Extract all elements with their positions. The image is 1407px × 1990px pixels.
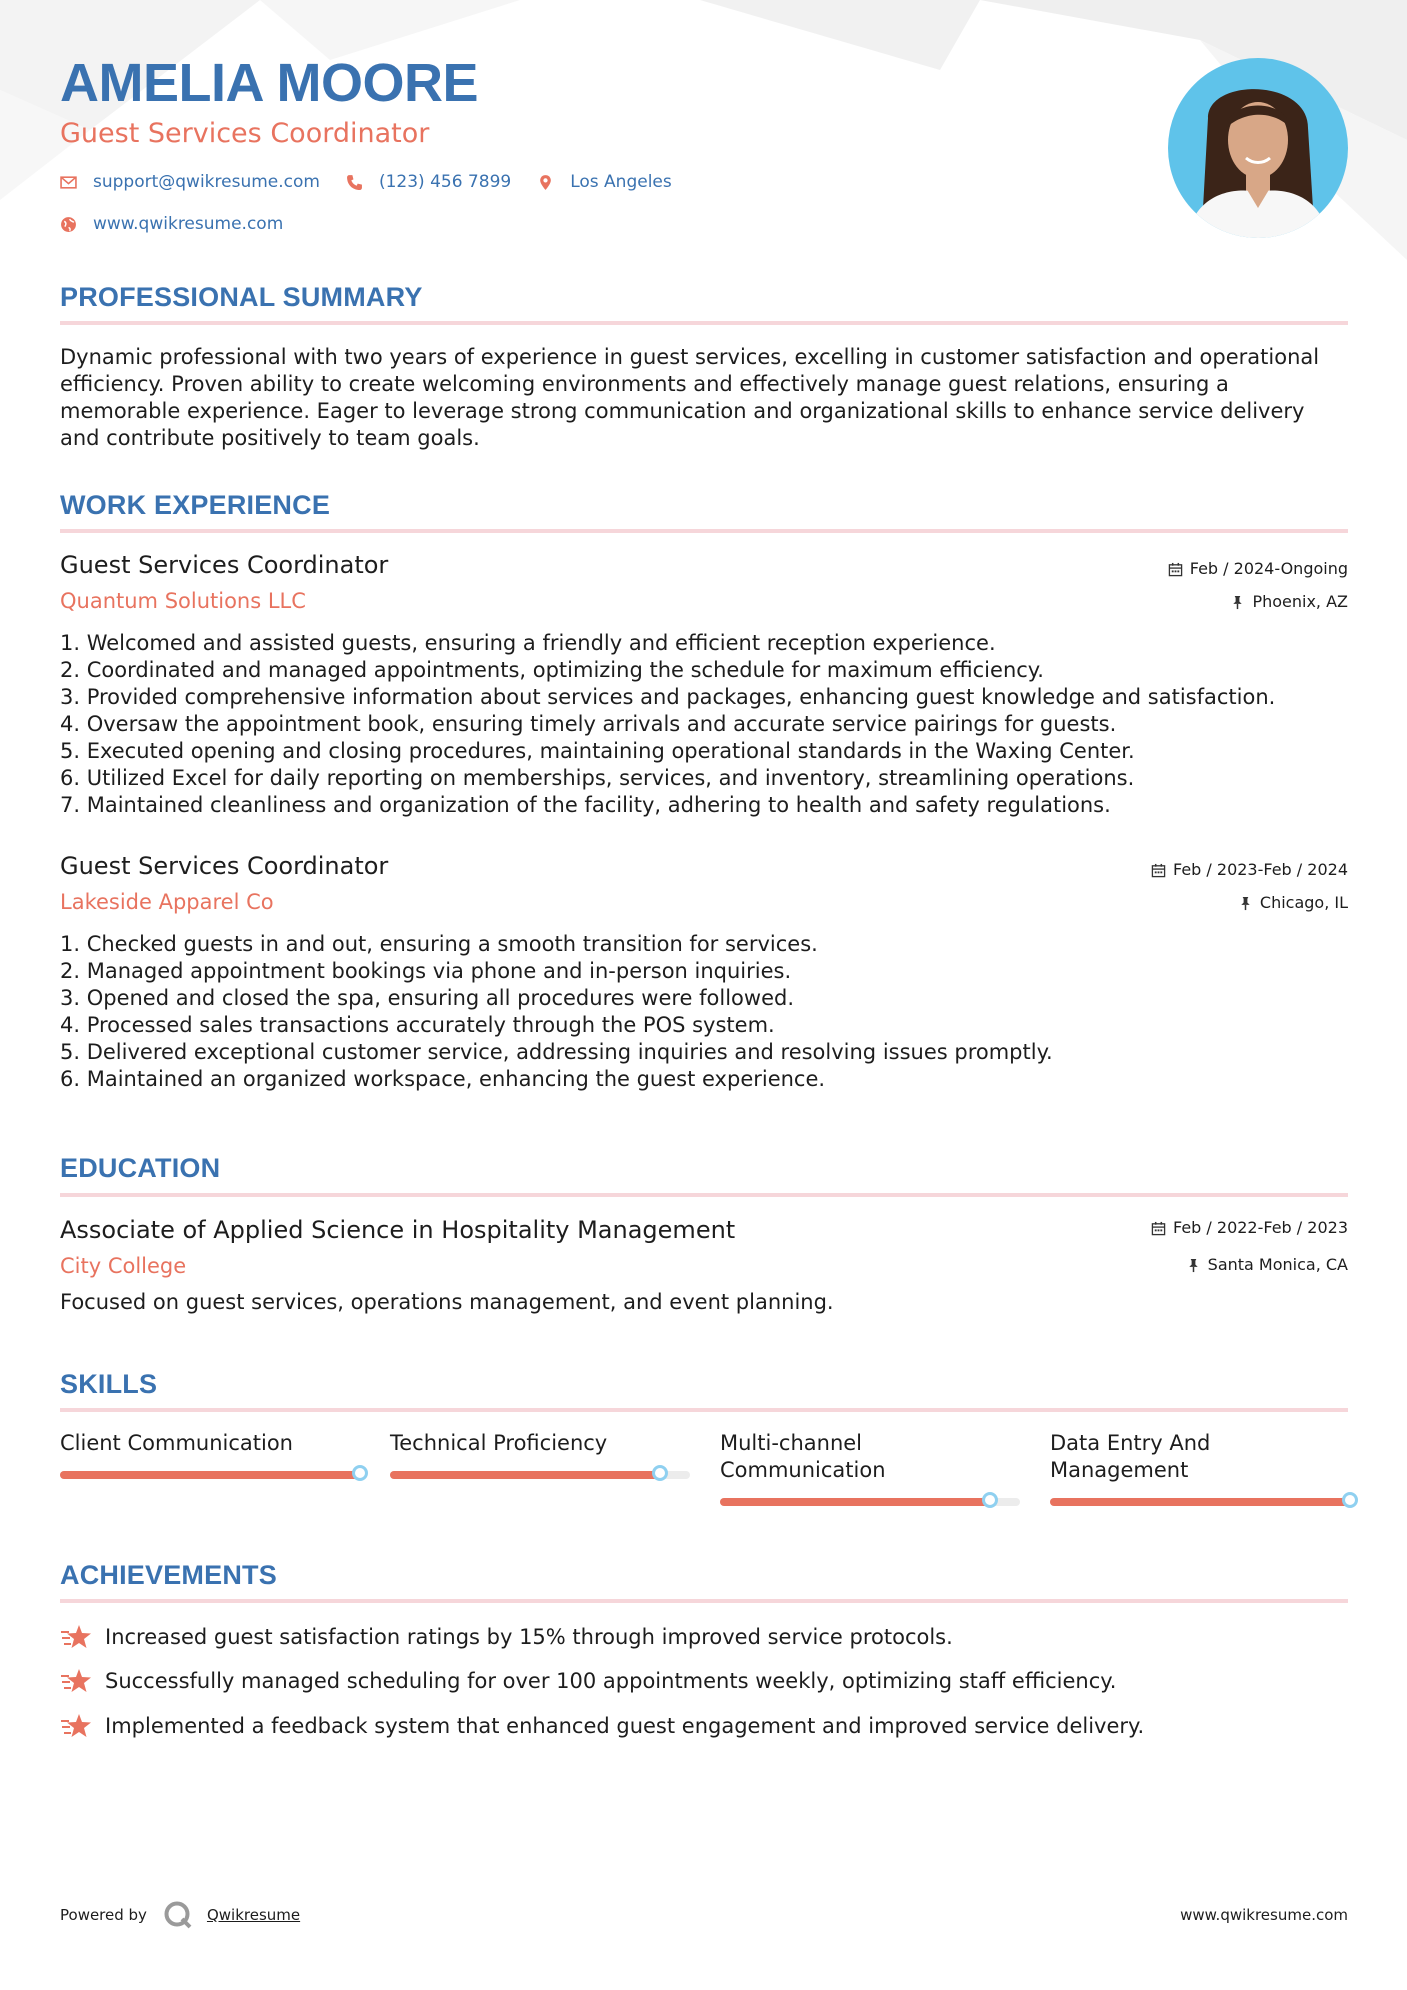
skill-label: Technical Proficiency	[390, 1431, 608, 1455]
list-item: 2. Managed appointment bookings via phone and in-person inquiries.	[60, 959, 792, 983]
list-item: 7. Maintained cleanliness and organization of the facility, adhering to health and safety regulations.	[60, 793, 1111, 817]
job-bullets	[60, 630, 1348, 819]
list-item: 5. Executed opening and closing procedures, maintaining operational standards in the Waxing Center.	[60, 739, 1135, 763]
footer-url[interactable]: www.qwikresume.com	[1180, 1906, 1348, 1924]
contact-website[interactable]	[60, 214, 283, 234]
achievements-heading: ACHIEVEMENTS	[60, 1560, 277, 1590]
skill-bar	[60, 1471, 360, 1479]
location-text: Los Angeles	[570, 172, 672, 192]
education-dates	[1151, 1220, 1348, 1236]
experience-heading: WORK EXPERIENCE	[60, 490, 331, 520]
contact-location	[537, 172, 672, 192]
achievement-item	[60, 1668, 1116, 1694]
envelope-icon	[60, 174, 77, 191]
calendar-icon	[1151, 1221, 1166, 1236]
skill-bar-fill	[720, 1498, 990, 1506]
skill-label: Multi-channel Communication	[720, 1431, 886, 1482]
summary-text: Dynamic professional with two years of experience in guest services, excelling in customer satisfaction and operational efficiency. Proven ability to create welcoming environments and effectively manage guest relations, ensuring a memorable experience. Eager to leverage strong communication and organizational skills to enhance service delivery and contribute positively to team goals.	[60, 345, 1320, 450]
job-bullets	[60, 931, 1348, 1093]
avatar	[1168, 58, 1348, 238]
section-divider	[60, 1408, 1348, 1412]
job-title: Guest Services Coordinator	[60, 852, 389, 880]
skill-item	[1050, 1430, 1350, 1506]
education-location-text: Santa Monica, CA	[1207, 1255, 1348, 1274]
job-company: Quantum Solutions LLC	[60, 589, 306, 613]
education-description: Focused on guest services, operations management, and event planning.	[60, 1290, 834, 1314]
star-burst-icon	[60, 1713, 92, 1739]
section-divider	[60, 321, 1348, 325]
website-text: www.qwikresume.com	[93, 214, 284, 234]
achievement-text: Successfully managed scheduling for over 100 appointments weekly, optimizing staff efficiency.	[105, 1669, 1117, 1693]
skill-bar-knob	[652, 1465, 668, 1481]
skills-heading: SKILLS	[60, 1369, 158, 1399]
pushpin-icon	[1230, 595, 1245, 610]
list-item: 1. Welcomed and assisted guests, ensuring a friendly and efficient reception experience.	[60, 631, 996, 655]
job-location	[1238, 895, 1348, 911]
skill-label: Client Communication	[60, 1431, 293, 1455]
list-item: 2. Coordinated and managed appointments, optimizing the schedule for maximum efficiency.	[60, 658, 1044, 682]
skill-bar-knob	[352, 1465, 368, 1481]
skill-bar	[390, 1471, 690, 1479]
skill-item	[60, 1430, 360, 1479]
summary-heading: PROFESSIONAL SUMMARY	[60, 282, 423, 312]
skill-bar-fill	[60, 1471, 360, 1479]
skill-bar-fill	[1050, 1498, 1350, 1506]
list-item: 1. Checked guests in and out, ensuring a smooth transition for services.	[60, 932, 818, 956]
list-item: 6. Utilized Excel for daily reporting on memberships, services, and inventory, streamlining operations.	[60, 766, 1135, 790]
education-dates-text: Feb / 2022-Feb / 2023	[1173, 1218, 1348, 1237]
section-divider	[60, 1193, 1348, 1197]
contact-row-website	[60, 214, 309, 234]
footer-powered-by	[60, 1900, 300, 1930]
job-location-text: Phoenix, AZ	[1252, 592, 1348, 611]
star-burst-icon	[60, 1624, 92, 1650]
section-divider	[60, 1599, 1348, 1603]
list-item: 5. Delivered exceptional customer service, addressing inquiries and resolving issues promptly.	[60, 1040, 1053, 1064]
education-heading: EDUCATION	[60, 1153, 221, 1183]
list-item: 3. Provided comprehensive information about services and packages, enhancing guest knowledge and satisfaction.	[60, 685, 1276, 709]
achievement-item	[60, 1713, 1144, 1739]
phone-text: (123) 456 7899	[378, 172, 512, 192]
list-item: 3. Opened and closed the spa, ensuring all procedures were followed.	[60, 986, 794, 1010]
contact-phone[interactable]	[346, 172, 511, 192]
skill-bar-knob	[982, 1492, 998, 1508]
map-pin-icon	[537, 174, 554, 191]
skill-item	[720, 1430, 1020, 1506]
skill-label: Data Entry And Management	[1050, 1431, 1211, 1482]
qwikresume-logo-icon	[163, 1900, 193, 1930]
list-item: 4. Oversaw the appointment book, ensuring timely arrivals and accurate service pairings for guests.	[60, 712, 1117, 736]
job-dates	[1151, 862, 1348, 878]
education-location	[1186, 1257, 1348, 1273]
school-name: City College	[60, 1254, 187, 1278]
skill-bar-knob	[1342, 1492, 1358, 1508]
globe-icon	[60, 216, 77, 233]
candidate-name: AMELIA MOORE	[60, 53, 478, 113]
achievement-text: Implemented a feedback system that enhanced guest engagement and improved service delivery.	[105, 1714, 1145, 1738]
profile-photo	[1168, 58, 1348, 238]
skill-bar	[1050, 1498, 1350, 1506]
job-title: Guest Services Coordinator	[60, 551, 389, 579]
contact-row	[60, 172, 698, 192]
pushpin-icon	[1238, 896, 1253, 911]
job-dates	[1168, 561, 1348, 577]
list-item: 4. Processed sales transactions accurately through the POS system.	[60, 1013, 775, 1037]
job-location	[1230, 594, 1348, 610]
skill-item	[390, 1430, 690, 1479]
star-burst-icon	[60, 1668, 92, 1694]
achievement-text: Increased guest satisfaction ratings by 15% through improved service protocols.	[105, 1625, 953, 1649]
job-dates-text: Feb / 2024-Ongoing	[1189, 559, 1348, 578]
powered-by-label: Powered by	[60, 1906, 147, 1924]
skill-bar	[720, 1498, 1020, 1506]
list-item: 6. Maintained an organized workspace, enhancing the guest experience.	[60, 1067, 826, 1091]
phone-icon	[346, 174, 363, 191]
pushpin-icon	[1186, 1258, 1201, 1273]
section-divider	[60, 529, 1348, 533]
achievement-item	[60, 1624, 953, 1650]
job-company: Lakeside Apparel Co	[60, 890, 274, 914]
contact-email[interactable]	[60, 172, 320, 192]
calendar-icon	[1168, 562, 1183, 577]
calendar-icon	[1151, 863, 1166, 878]
brand-link[interactable]: Qwikresume	[206, 1906, 301, 1924]
job-dates-text: Feb / 2023-Feb / 2024	[1173, 860, 1348, 879]
degree-title: Associate of Applied Science in Hospitality Management	[60, 1216, 736, 1244]
candidate-title: Guest Services Coordinator	[60, 118, 430, 149]
skill-bar-fill	[390, 1471, 660, 1479]
job-location-text: Chicago, IL	[1259, 893, 1348, 912]
email-text: support@qwikresume.com	[93, 172, 320, 192]
